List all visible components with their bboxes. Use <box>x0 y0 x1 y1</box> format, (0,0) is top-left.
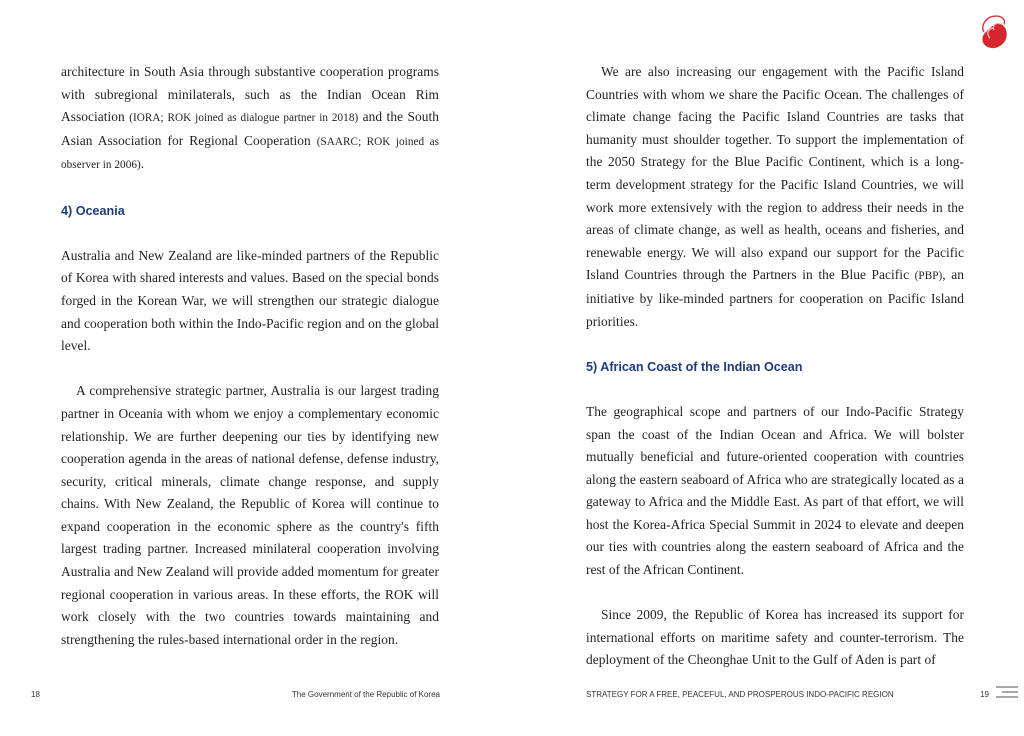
menu-lines-icon <box>996 686 1018 704</box>
paragraph-text: , an initiative by like-minded partners for cooperation on Pacific Island priorities. <box>586 267 964 329</box>
footer-publisher: The Government of the Republic of Korea <box>291 690 440 699</box>
page-number-left: 18 <box>31 690 40 699</box>
paragraph-australia-partner: A comprehensive strategic partner, Australia is our largest trading partner in Oceania with whom we enjoy a complementary economic relationship. We are further deepening our ties by identifying new cooperation agenda in the areas of national defense, defense industry, security, critical minerals, climate change response, and supply chains. With New Zealand, the Republic of Korea will continue to expand cooperation in the economic sphere as the country's fifth largest trading partner. Increased minilateral cooperation involving Australia and New Zealand will provide added momentum for greater regional cooperation in various areas. In these efforts, the ROK will work closely with the two countries towards maintaining and strengthening the rules-based international order in the region. <box>61 383 439 647</box>
paragraph-text: . <box>140 156 145 172</box>
saarc-note: (SAARC; ROK joined as observer in 2006) <box>61 135 439 172</box>
left-text-column <box>61 61 439 651</box>
paragraph-text: and the South Asian Association for Regional Cooperation <box>61 109 439 148</box>
paragraph-maritime-safety: Since 2009, the Republic of Korea has increased its support for international efforts on maritime safety and counter-terrorism. The deployment of the Cheonghae Unit to the Gulf of Aden is part of <box>586 607 964 668</box>
paragraph-indian-ocean-africa: The geographical scope and partners of our Indo-Pacific Strategy span the coast of the Indian Ocean and Africa. We will bolster mutually beneficial and future-oriented cooperation with countries along the eastern seaboard of Africa who are strategically located as a gateway to Africa and the Middle East. As part of that effort, we will host the Korea-Africa Special Summit in 2024 to elevate and deepen our ties with countries along the eastern seaboard of Africa and the rest of the African Continent. <box>586 403 964 578</box>
paragraph-text: architecture in South Asia through substantive cooperation programs with subregional minilaterals, such as the Indian Ocean Rim Association <box>61 64 439 125</box>
iora-note: (IORA; ROK joined as dialogue partner in 2018) <box>129 112 359 125</box>
logo-icon <box>970 8 1014 52</box>
right-page <box>512 0 1024 736</box>
paragraph-text: We are also increasing our engagement with the Pacific Island Countries with whom we share the Pacific Ocean. The challenges of climate change facing the Pacific Island Countries are tasks that humanity must shoulder together. To support the implementation of the 2050 Strategy for the Blue Pacific Continent, which is a long-term development strategy for the Pacific Island Countries, we will work more extensively with the region to address their needs in the areas of climate change, as well as health, oceans and fisheries, and renewable energy. We will also expand our support for the Pacific Island Countries through the Partners in the Blue Pacific <box>586 64 964 283</box>
section-heading-oceania: 4) Oceania <box>61 203 125 218</box>
footer-running-title: STRATEGY FOR A FREE, PEACEFUL, AND PROSPEROUS INDO-PACIFIC REGION <box>586 690 894 699</box>
right-text-column <box>586 61 964 672</box>
pbp-note: (PBP) <box>914 270 943 283</box>
paragraph-pacific-islands <box>586 61 964 333</box>
paragraph-south-asia <box>61 61 439 177</box>
section-heading-african-coast: 5) African Coast of the Indian Ocean <box>586 359 803 374</box>
paragraph-australia-nz: Australia and New Zealand are like-minded partners of the Republic of Korea with shared interests and values. Based on the special bonds forged in the Korean War, we will strengthen our strategic dialogue and cooperation both within the Indo-Pacific region and on the global level. <box>61 247 439 354</box>
page-number-right: 19 <box>980 690 989 699</box>
